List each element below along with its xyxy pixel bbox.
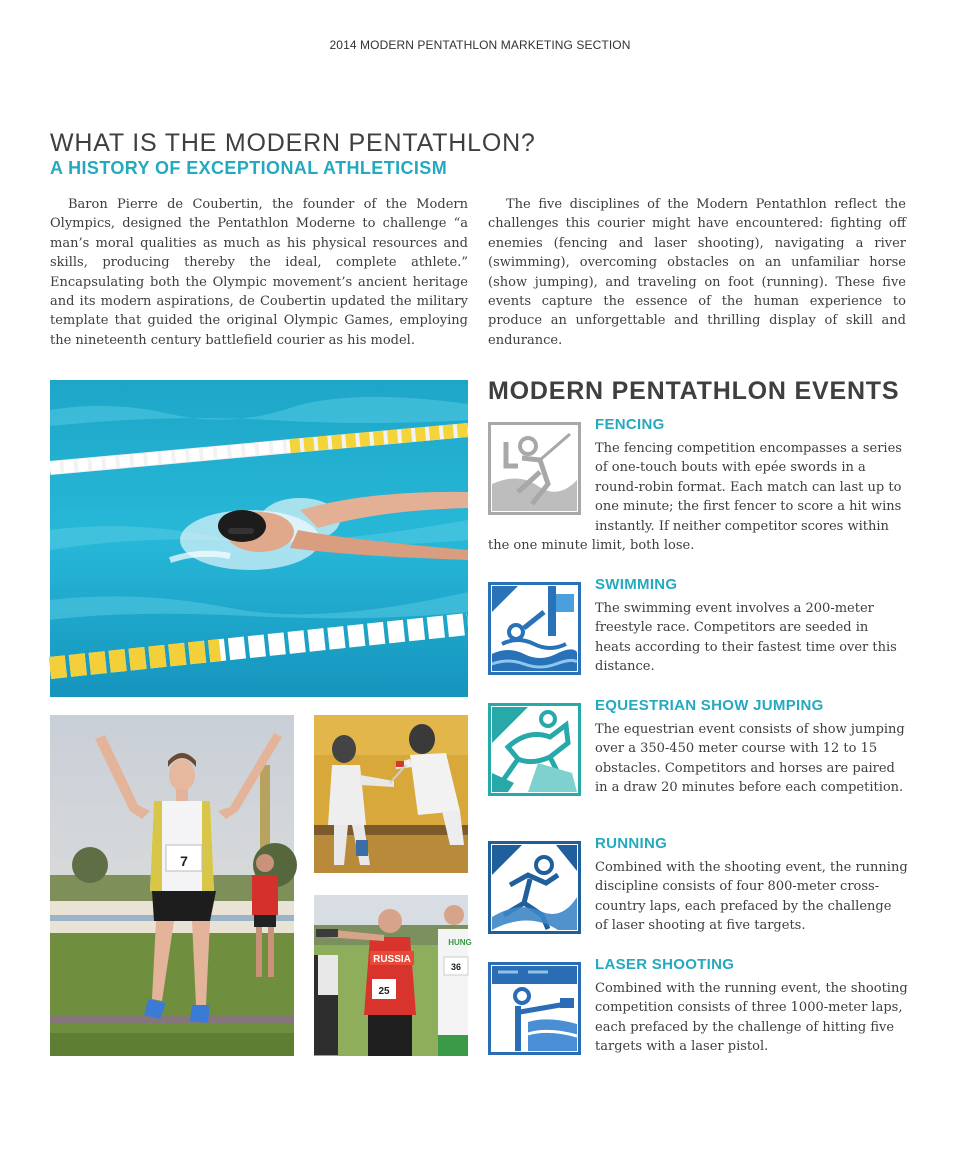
swimming-icon	[488, 582, 581, 675]
event-name-swimming: SWIMMING	[595, 576, 678, 593]
shooter-bib-1: 25	[378, 986, 390, 997]
event-desc-fencing: The fencing competition encompasses a series of one-touch bouts with epée swords in a round-robin format. Each match can last up to one minute; the first fencer to score a hit wins instantly. If neither competitor scores within the one minute limit, both lose.	[488, 441, 902, 554]
swimmer-photo	[50, 380, 468, 697]
shooter-bib-2: 36	[450, 962, 462, 972]
shooter-vest-country: RUSSIA	[373, 954, 411, 965]
intro-paragraph-right: The five disciplines of the Modern Pentathlon reflect the challenges this courier might have encountered: fighting off enemies (fencing and laser shooting), navigating a river (swimming), overcoming obstacles on an unfamiliar horse (show jumping), and traveling on foot (running). These five events capture the essence of the human experience to produce an unforgettable and thrilling display of skill and endurance.	[488, 197, 906, 348]
shooter-vest-country-2: HUNG	[448, 938, 472, 947]
event-shooting	[488, 956, 908, 1057]
runner-bib-number: 7	[180, 853, 188, 869]
horse-jump-icon	[488, 703, 581, 796]
shooting-photo	[314, 895, 472, 1056]
event-equestrian	[488, 697, 908, 798]
runner-photo	[50, 715, 294, 1056]
event-name-running: RUNNING	[595, 835, 668, 852]
event-name-fencing: FENCING	[595, 416, 665, 433]
events-section-title: MODERN PENTATHLON EVENTS	[488, 377, 900, 405]
intro-paragraph-left: Baron Pierre de Coubertin, the founder of the Modern Olympics, designed the Pentathlon Moderne to challenge “a man’s moral qualities as much as his physical resources and skills, producing thereby the ideal, complete athlete.” Encapsulating both the Olympic movement’s ancient heritage and its modern aspirations, de Coubertin updated the military template that guided the original Olympic Games, employing the nineteenth century battlefield courier as his model.	[50, 197, 468, 348]
running-header: 2014 MODERN PENTATHLON MARKETING SECTION	[329, 38, 631, 52]
page-title: WHAT IS THE MODERN PENTATHLON?	[50, 129, 536, 157]
page-subtitle: A HISTORY OF EXCEPTIONAL ATHLETICISM	[50, 158, 448, 178]
shooter-left	[314, 955, 338, 1055]
event-fencing	[488, 416, 908, 555]
event-desc-swimming: The swimming event involves a 200-meter freestyle race. Competitors are seeded in heats according to their fastest time over this distance.	[595, 601, 897, 675]
event-desc-shooting: Combined with the running event, the shooting competition consists of three 1000-meter laps, each prefaced by the challenge of hitting five targets with a laser pistol.	[595, 981, 908, 1055]
event-running	[488, 835, 908, 936]
running-icon	[488, 841, 581, 934]
event-desc-equestrian: The equestrian event consists of show jumping over a 350-450 meter course with 12 to 15 obstacles. Competitors and horses are paired in a draw 20 minutes before each competition.	[595, 722, 905, 796]
event-name-shooting: LASER SHOOTING	[595, 956, 735, 973]
fencing-icon	[488, 422, 581, 515]
event-swimming	[488, 576, 908, 677]
event-desc-running: Combined with the shooting event, the running discipline consists of four 800-meter cross-country laps, each prefaced by the challenge of laser shooting at five targets.	[595, 860, 908, 934]
event-name-equestrian: EQUESTRIAN SHOW JUMPING	[595, 697, 824, 714]
laser-pistol-icon	[488, 962, 581, 1055]
fencing-photo	[314, 715, 468, 873]
